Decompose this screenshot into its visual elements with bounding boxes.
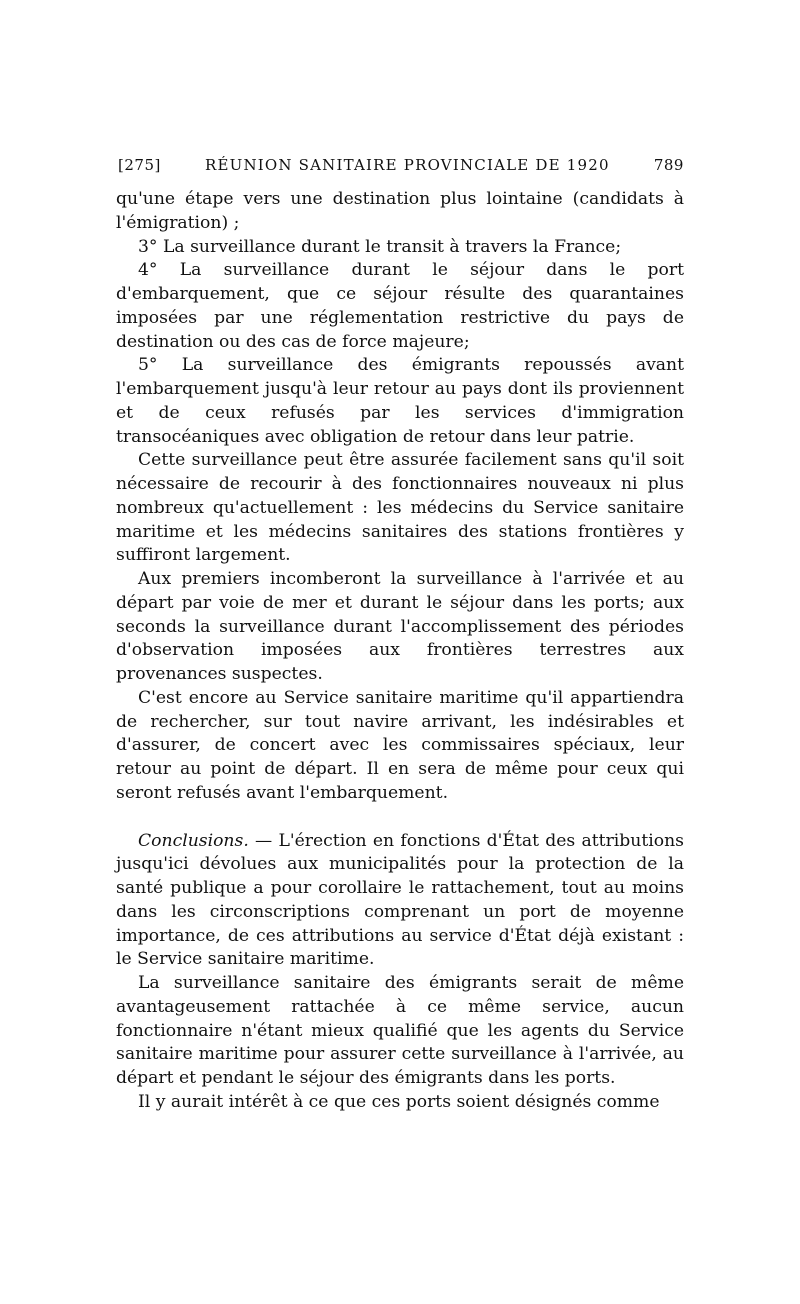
section-gap (116, 806, 684, 830)
running-title: RÉUNION SANITAIRE PROVINCIALE DE 1920 (204, 156, 610, 174)
book-page (116, 156, 684, 1115)
body-text (116, 188, 684, 1115)
page-reference: [275] (118, 156, 161, 174)
page-number: 789 (653, 156, 684, 174)
paragraph-premiers: Aux premiers incomberont la surveillance à l'arrivée et au départ par voie de mer et durant le séjour dans les ports; aux seconds la surveillance durant l'accomplissement des périodes d'observation imposées aux frontières terrestres aux provenances suspectes. (116, 569, 684, 684)
conclusions-label: Conclusions. (138, 830, 249, 851)
paragraph-item-5: 5° La surveillance des émigrants repoussés avant l'embarquement jusqu'à leur retour au pays dont ils proviennent et de ceux refusés par les services d'immigration transocéaniques avec obligation de retour dans leur patrie. (116, 355, 684, 447)
paragraph-surveillance: Cette surveillance peut être assurée facilement sans qu'il soit nécessaire de recourir à des fonctionnaires nouveaux ni plus nombreux qu'actuellement : les médecins du Service sanitaire maritime et les médecins sanitaires des stations frontières y suffiront largement. (116, 450, 684, 566)
paragraph-ports: Il y aurait intérêt à ce que ces ports soient désignés comme (138, 1091, 660, 1112)
paragraph-item-3: 3° La surveillance durant le transit à travers la France; (138, 236, 622, 257)
paragraph-continuation: qu'une étape vers une destination plus lointaine (candidats à l'émigration) ; (116, 189, 684, 233)
running-header (116, 156, 684, 174)
paragraph-emigrants: La surveillance sanitaire des émigrants serait de même avantageusement rattachée à ce même service, aucun fonctionnaire n'étant mieux qualifié que les agents du Service sanitaire maritime pour assurer cette surveillance à l'arrivée, au départ et pendant le séjour des émigrants dans les ports. (116, 973, 684, 1088)
paragraph-conclusions (116, 830, 684, 973)
conclusions-text: — L'érection en fonctions d'État des attributions jusqu'ici dévolues aux municipalités pour la protection de la santé publique a pour corollaire le rattachement, tout au moins dans les circonscriptions comprenant un port de moyenne importance, de ces attributions au service d'État déjà existant : le Service sanitaire maritime. (116, 830, 684, 970)
paragraph-service-maritime: C'est encore au Service sanitaire maritime qu'il appartiendra de rechercher, sur tout navire arrivant, les indésirables et d'assurer, de concert avec les commissaires spéciaux, leur retour au point de départ. Il en sera de même pour ceux qui seront refusés avant l'embarquement. (116, 687, 684, 803)
paragraph-item-4: 4° La surveillance durant le séjour dans le port d'embarquement, que ce séjour résulte des quarantaines imposées par une réglementation restrictive du pays de destination ou des cas de force majeure; (116, 260, 684, 352)
